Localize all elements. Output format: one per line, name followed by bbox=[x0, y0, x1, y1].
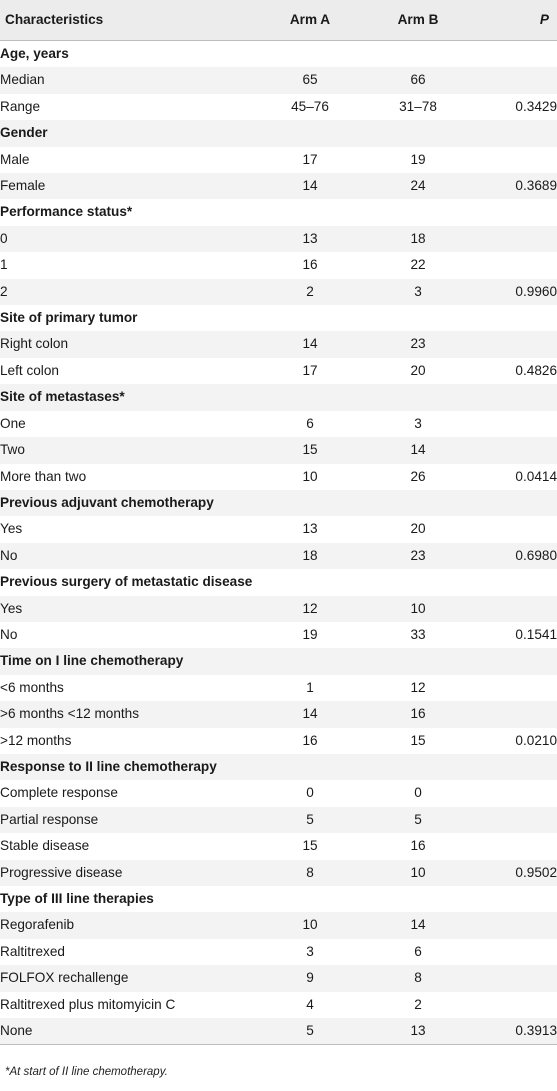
arm-b-value: 10 bbox=[410, 864, 426, 880]
arm-a-value: 15 bbox=[302, 838, 318, 854]
table-row bbox=[0, 912, 557, 938]
section-heading: Age, years bbox=[0, 46, 69, 61]
arm-a-value bbox=[260, 41, 360, 68]
arm-a-value bbox=[260, 569, 360, 595]
p-value: 0.3689 bbox=[515, 178, 557, 194]
table-row bbox=[0, 464, 557, 490]
table-row bbox=[0, 780, 557, 806]
table-section-row bbox=[0, 120, 557, 146]
row-label: 2 bbox=[0, 283, 8, 299]
section-heading: Previous surgery of metastatic disease bbox=[0, 574, 253, 590]
arm-a-value: 13 bbox=[302, 230, 318, 246]
arm-a-value: 8 bbox=[306, 864, 314, 880]
row-label: Partial response bbox=[0, 811, 99, 827]
table-row bbox=[0, 622, 557, 648]
arm-b-value: 26 bbox=[410, 468, 426, 484]
table-section-row bbox=[0, 384, 557, 410]
p-value: 0.4826 bbox=[515, 362, 557, 378]
table-row bbox=[0, 94, 557, 120]
arm-a-value: 10 bbox=[302, 468, 318, 484]
section-heading: Time on I line chemotherapy bbox=[0, 653, 184, 669]
arm-a-value: 14 bbox=[302, 336, 318, 352]
arm-b-value bbox=[360, 41, 476, 68]
row-label: Raltitrexed bbox=[0, 943, 65, 959]
p-value bbox=[476, 754, 557, 780]
p-value bbox=[476, 569, 557, 595]
p-value bbox=[476, 147, 557, 173]
table-section-row bbox=[0, 490, 557, 516]
arm-a-value: 65 bbox=[302, 72, 318, 88]
arm-b-value bbox=[360, 305, 476, 331]
arm-b-value: 16 bbox=[410, 706, 426, 722]
table-body bbox=[0, 41, 557, 1045]
p-value bbox=[476, 648, 557, 674]
table-row bbox=[0, 252, 557, 278]
header-characteristics: Characteristics bbox=[5, 12, 104, 27]
table-section-row bbox=[0, 886, 557, 912]
arm-b-value bbox=[360, 199, 476, 225]
arm-a-value: 10 bbox=[302, 917, 318, 933]
p-value bbox=[476, 252, 557, 278]
arm-a-value: 4 bbox=[306, 996, 314, 1012]
table-row bbox=[0, 833, 557, 859]
row-label: 0 bbox=[0, 230, 8, 246]
p-value: 0.9502 bbox=[515, 864, 557, 880]
section-heading: Site of primary tumor bbox=[0, 310, 138, 326]
row-label: Female bbox=[0, 178, 46, 194]
table-section-row bbox=[0, 199, 557, 225]
row-label: 1 bbox=[0, 257, 8, 273]
table-row bbox=[0, 543, 557, 569]
arm-a-value: 14 bbox=[302, 178, 318, 194]
arm-b-value: 3 bbox=[414, 415, 422, 431]
table-row bbox=[0, 437, 557, 463]
arm-a-value: 6 bbox=[306, 415, 314, 431]
p-value bbox=[476, 807, 557, 833]
table-section-row bbox=[0, 569, 557, 595]
row-label: Yes bbox=[0, 521, 23, 537]
arm-b-value: 13 bbox=[410, 1023, 426, 1039]
row-label: Raltitrexed plus mitomyicin C bbox=[0, 996, 176, 1012]
arm-a-value: 16 bbox=[302, 257, 318, 273]
p-value bbox=[476, 596, 557, 622]
arm-b-value: 12 bbox=[410, 679, 426, 695]
arm-a-value bbox=[260, 648, 360, 674]
table-section-row bbox=[0, 648, 557, 674]
arm-a-value: 13 bbox=[302, 521, 318, 537]
table-row bbox=[0, 675, 557, 701]
p-value bbox=[476, 411, 557, 437]
section-heading: Response to II line chemotherapy bbox=[0, 758, 217, 774]
arm-a-value bbox=[260, 384, 360, 410]
p-value bbox=[476, 833, 557, 859]
row-label: >12 months bbox=[0, 732, 72, 748]
arm-b-value: 19 bbox=[410, 151, 426, 167]
table-row bbox=[0, 279, 557, 305]
arm-b-value: 5 bbox=[414, 811, 422, 827]
table-footnote: *At start of II line chemotherapy. bbox=[5, 1066, 168, 1078]
arm-a-value: 12 bbox=[302, 600, 318, 616]
arm-b-value: 23 bbox=[410, 336, 426, 352]
row-label: Yes bbox=[0, 600, 23, 616]
p-value bbox=[476, 41, 557, 68]
table-header bbox=[0, 0, 557, 41]
arm-b-value: 31–78 bbox=[399, 98, 437, 114]
header-arm-b: Arm B bbox=[397, 12, 439, 27]
arm-b-value: 14 bbox=[410, 442, 426, 458]
row-label: Median bbox=[0, 72, 45, 88]
p-value bbox=[476, 675, 557, 701]
arm-a-value: 17 bbox=[302, 151, 318, 167]
row-label: Male bbox=[0, 151, 30, 167]
p-value bbox=[476, 199, 557, 225]
row-label: Right colon bbox=[0, 336, 69, 352]
arm-b-value: 20 bbox=[410, 521, 426, 537]
arm-b-value: 66 bbox=[410, 72, 426, 88]
table-row bbox=[0, 939, 557, 965]
arm-a-value: 5 bbox=[306, 811, 314, 827]
p-value: 0.6980 bbox=[515, 547, 557, 563]
arm-b-value: 24 bbox=[410, 178, 426, 194]
table-row bbox=[0, 965, 557, 991]
table-row bbox=[0, 358, 557, 384]
arm-a-value: 16 bbox=[302, 732, 318, 748]
arm-a-value: 14 bbox=[302, 706, 318, 722]
table-row bbox=[0, 226, 557, 252]
arm-a-value: 18 bbox=[302, 547, 318, 563]
header-arm-a: Arm A bbox=[289, 12, 331, 27]
table-row bbox=[0, 596, 557, 622]
arm-a-value: 15 bbox=[302, 442, 318, 458]
table-section-row bbox=[0, 754, 557, 780]
arm-b-value bbox=[360, 569, 476, 595]
table-row bbox=[0, 701, 557, 727]
row-label: Progressive disease bbox=[0, 864, 123, 880]
arm-a-value bbox=[260, 754, 360, 780]
p-value: 0.0414 bbox=[515, 468, 557, 484]
row-label: Range bbox=[0, 98, 41, 114]
table-row bbox=[0, 728, 557, 754]
p-value bbox=[476, 331, 557, 357]
p-value: 0.0210 bbox=[515, 732, 557, 748]
arm-a-value: 1 bbox=[306, 679, 314, 695]
table-row bbox=[0, 1018, 557, 1045]
arm-b-value bbox=[360, 384, 476, 410]
row-label: Left colon bbox=[0, 362, 59, 378]
arm-b-value bbox=[360, 490, 476, 516]
arm-a-value bbox=[260, 199, 360, 225]
arm-b-value: 8 bbox=[414, 970, 422, 986]
arm-a-value bbox=[260, 305, 360, 331]
p-value bbox=[476, 886, 557, 912]
arm-b-value: 15 bbox=[410, 732, 426, 748]
table-row bbox=[0, 147, 557, 173]
section-heading: Performance status* bbox=[0, 204, 133, 220]
arm-a-value bbox=[260, 490, 360, 516]
arm-b-value: 33 bbox=[410, 626, 426, 642]
row-label: Complete response bbox=[0, 785, 118, 801]
row-label: >6 months <12 months bbox=[0, 706, 140, 722]
arm-b-value: 18 bbox=[410, 230, 426, 246]
header-p-value: P bbox=[539, 12, 549, 27]
arm-a-value bbox=[260, 886, 360, 912]
arm-b-value: 23 bbox=[410, 547, 426, 563]
arm-a-value: 3 bbox=[306, 943, 314, 959]
arm-b-value: 10 bbox=[410, 600, 426, 616]
row-label: Regorafenib bbox=[0, 917, 75, 933]
header-row bbox=[0, 0, 557, 41]
table-row bbox=[0, 411, 557, 437]
arm-b-value: 6 bbox=[414, 943, 422, 959]
table-row bbox=[0, 807, 557, 833]
table-row bbox=[0, 331, 557, 357]
section-heading: Site of metastases* bbox=[0, 389, 125, 405]
arm-b-value bbox=[360, 120, 476, 146]
arm-b-value: 20 bbox=[410, 362, 426, 378]
row-label: More than two bbox=[0, 468, 87, 484]
arm-a-value: 5 bbox=[306, 1023, 314, 1039]
arm-b-value: 3 bbox=[414, 283, 422, 299]
row-label: FOLFOX rechallenge bbox=[0, 970, 129, 986]
table-section-row bbox=[0, 41, 557, 68]
arm-b-value: 22 bbox=[410, 257, 426, 273]
p-value bbox=[476, 701, 557, 727]
section-heading: Type of III line therapies bbox=[0, 891, 154, 906]
p-value: 0.3429 bbox=[515, 98, 557, 114]
p-value: 0.9960 bbox=[515, 283, 557, 299]
p-value bbox=[476, 965, 557, 991]
p-value bbox=[476, 226, 557, 252]
arm-a-value: 9 bbox=[306, 970, 314, 986]
row-label: No bbox=[0, 547, 18, 563]
arm-b-value: 16 bbox=[410, 838, 426, 854]
section-heading: Gender bbox=[0, 125, 48, 141]
p-value bbox=[476, 912, 557, 938]
p-value bbox=[476, 120, 557, 146]
row-label: No bbox=[0, 626, 18, 642]
p-value bbox=[476, 305, 557, 331]
p-value bbox=[476, 67, 557, 93]
p-value: 0.1541 bbox=[515, 626, 557, 642]
p-value bbox=[476, 780, 557, 806]
arm-a-value: 19 bbox=[302, 626, 318, 642]
p-value bbox=[476, 437, 557, 463]
row-label: Stable disease bbox=[0, 838, 90, 854]
arm-b-value bbox=[360, 648, 476, 674]
arm-b-value bbox=[360, 886, 476, 912]
arm-a-value: 2 bbox=[306, 283, 314, 299]
section-heading: Previous adjuvant chemotherapy bbox=[0, 494, 214, 510]
table-row bbox=[0, 860, 557, 886]
arm-b-value bbox=[360, 754, 476, 780]
p-value bbox=[476, 490, 557, 516]
p-value bbox=[476, 992, 557, 1018]
p-value bbox=[476, 516, 557, 542]
row-label: One bbox=[0, 415, 26, 431]
table-row bbox=[0, 992, 557, 1018]
arm-a-value: 17 bbox=[302, 362, 318, 378]
row-label: Two bbox=[0, 442, 25, 458]
p-value bbox=[476, 384, 557, 410]
table-row bbox=[0, 67, 557, 93]
arm-a-value bbox=[260, 120, 360, 146]
table-row bbox=[0, 173, 557, 199]
arm-b-value: 2 bbox=[414, 996, 422, 1012]
table-row bbox=[0, 516, 557, 542]
arm-a-value: 45–76 bbox=[291, 98, 329, 114]
p-value bbox=[476, 939, 557, 965]
arm-b-value: 14 bbox=[410, 917, 426, 933]
table-section-row bbox=[0, 305, 557, 331]
row-label: None bbox=[0, 1023, 33, 1039]
arm-b-value: 0 bbox=[414, 785, 422, 801]
arm-a-value: 0 bbox=[306, 785, 314, 801]
row-label: <6 months bbox=[0, 679, 64, 695]
p-value: 0.3913 bbox=[515, 1023, 557, 1039]
